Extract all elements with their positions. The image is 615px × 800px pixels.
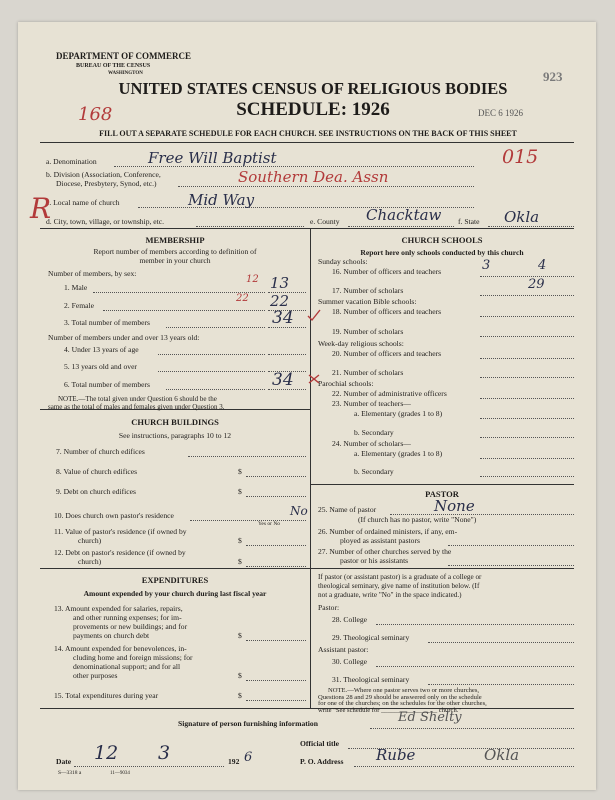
q12-answer-line[interactable]	[246, 566, 306, 567]
q30-label: 30. College	[332, 657, 368, 666]
official-title-label: Official title	[300, 739, 340, 748]
po-address-value[interactable]: Rube	[376, 746, 416, 764]
signature-line	[370, 728, 574, 729]
q24b-answer-line[interactable]	[480, 476, 574, 477]
q31-label: 31. Theological seminary	[332, 675, 410, 684]
q19-answer-line[interactable]	[480, 336, 574, 337]
q14-dollar: $	[238, 671, 242, 680]
grad-note-3: not a graduate, write "No" in the space indicated.)	[318, 591, 462, 599]
signature-label: Signature of person furnishing information	[178, 719, 318, 728]
q25-value[interactable]: None	[434, 497, 475, 515]
margin-mark: R	[30, 192, 52, 225]
q14-label-2: cluding home and foreign missions; for	[73, 653, 193, 662]
q22-label: 22. Number of administrative officers	[332, 389, 447, 398]
q14-label: 14. Amount expended for benevolences, in-	[54, 644, 187, 653]
division-label-2: Diocese, Presbytery, Synod, etc.)	[56, 179, 157, 188]
q11-answer-line[interactable]	[246, 545, 306, 546]
q17-value[interactable]: 29	[528, 277, 545, 292]
year-prefix: 192	[228, 757, 240, 766]
grid-bottom-rule	[40, 708, 574, 709]
q29-label: 29. Theological seminary	[332, 633, 410, 642]
membership-sub-1: Report number of members according to definition of	[93, 247, 257, 256]
parochial-label: Parochial schools:	[318, 379, 374, 388]
q24a-answer-line[interactable]	[480, 458, 574, 459]
q8-answer-line[interactable]	[246, 476, 306, 477]
q14-label-3: denominational support; and for all	[73, 662, 181, 671]
q16-value-2[interactable]: 4	[538, 258, 547, 273]
bureau-label: BUREAU OF THE CENSUS	[76, 63, 151, 69]
q23a-answer-line[interactable]	[480, 418, 574, 419]
date-label: Date	[56, 757, 72, 766]
q10-answer-line	[190, 520, 306, 521]
pastor-sub-label: Pastor:	[318, 603, 340, 612]
division-value[interactable]: Southern Dea. Assn	[238, 168, 389, 186]
census-form-page	[18, 22, 596, 790]
print-number: 11—9034	[110, 771, 130, 776]
grad-note-2: theological seminary, give name of institution below. (If	[318, 582, 480, 590]
q11-label-2: church)	[78, 536, 102, 545]
q27-label: 27. Number of other churches served by the	[318, 547, 452, 556]
q15-label: 15. Total expenditures during year	[54, 691, 159, 700]
q8-dollar: $	[238, 467, 242, 476]
denomination-label: a. Denomination	[46, 157, 97, 166]
q6-value[interactable]: 34	[272, 370, 294, 390]
membership-sub-2: member in your church	[139, 256, 211, 265]
q9-label: 9. Debt on church edifices	[56, 487, 136, 496]
schedule-title: SCHEDULE: 1926	[236, 99, 390, 120]
q28-label: 28. College	[332, 615, 368, 624]
q24-label: 24. Number of scholars—	[332, 439, 411, 448]
form-number: S—3318 a	[58, 770, 82, 776]
q23-label: 23. Number of teachers—	[332, 399, 411, 408]
q5-dots	[158, 371, 265, 372]
local-name-value[interactable]: Mid Way	[188, 191, 255, 209]
q2-red-value: 22	[236, 293, 249, 304]
q6-dots	[166, 389, 265, 390]
q31-answer-line[interactable]	[428, 684, 574, 685]
grid-top-rule	[40, 228, 574, 229]
q2-value[interactable]: 22	[270, 292, 290, 310]
q23b-label: b. Secondary	[354, 428, 394, 437]
members-by-sex-label: Number of members, by sex:	[48, 269, 137, 278]
q16-value[interactable]: 3	[482, 258, 491, 273]
q28-answer-line[interactable]	[376, 624, 574, 625]
po-state-value[interactable]: Okla	[484, 746, 520, 764]
q30-answer-line[interactable]	[376, 666, 574, 667]
local-name-label: c. Local name of church	[46, 198, 120, 207]
summer-label: Summer vacation Bible schools:	[318, 297, 417, 306]
q12-label-2: church)	[78, 557, 102, 566]
state-label: f. State	[458, 217, 480, 226]
q26-label-2: ployed as assistant pastors	[340, 536, 420, 545]
county-value[interactable]: Chacktaw	[366, 206, 442, 224]
q26-answer-line[interactable]	[448, 545, 574, 546]
q20-label: 20. Number of officers and teachers	[332, 349, 442, 358]
q6-label: 6. Total number of members	[64, 380, 151, 389]
state-line	[488, 226, 574, 227]
division-line	[178, 186, 474, 187]
q16-answer-line	[480, 276, 574, 277]
pastor-note-4: write "See schedule for _________________ church."	[318, 707, 462, 714]
date-line	[74, 766, 224, 767]
handwritten-number: 168	[78, 104, 113, 125]
date-month[interactable]: 12	[94, 742, 119, 764]
q27-label-2: pastor or his assistants	[340, 556, 409, 565]
q15-dollar: $	[238, 691, 242, 700]
q25-label: 25. Name of pastor	[318, 505, 377, 514]
sunday-label: Sunday schools:	[318, 257, 368, 266]
q9-answer-line[interactable]	[246, 496, 306, 497]
q12-label: 12. Debt on pastor's residence (if owned by	[54, 548, 186, 557]
q26-label: 26. Number of ordained ministers, if any, em-	[318, 527, 458, 536]
pastor-note-2: Questions 28 and 29 should be answered only on the schedule	[318, 694, 482, 701]
q4-answer-line[interactable]	[268, 354, 306, 355]
q11-dollar: $	[238, 536, 242, 545]
q4-label: 4. Under 13 years of age	[64, 345, 139, 354]
membership-heading: MEMBERSHIP	[145, 235, 205, 245]
q3-label: 3. Total number of members	[64, 318, 151, 327]
q14-answer-line[interactable]	[246, 680, 306, 681]
po-address-label: P. O. Address	[300, 757, 344, 766]
pastor-note-1: NOTE.—Where one pastor serves two or more churches,	[328, 687, 480, 694]
weekday-label: Week-day religious schools:	[318, 339, 404, 348]
q18-label: 18. Number of officers and teachers	[332, 307, 442, 316]
q21-label: 21. Number of scholars	[332, 368, 404, 377]
q23a-label: a. Elementary (grades 1 to 8)	[354, 409, 443, 418]
q27-answer-line[interactable]	[448, 565, 574, 566]
buildings-bottom-rule	[40, 568, 310, 569]
q2-dots	[103, 310, 265, 311]
q29-answer-line[interactable]	[428, 642, 574, 643]
handwritten-code: 015	[502, 146, 539, 168]
q4-dots	[158, 354, 265, 355]
year-suffix[interactable]: 6	[244, 750, 253, 765]
pastor-heading: PASTOR	[425, 489, 459, 499]
membership-note-1: NOTE.—The total given under Question 6 should be the	[58, 395, 217, 403]
q18-answer-line[interactable]	[480, 316, 574, 317]
pastor-mid-rule	[310, 568, 574, 569]
city-field-label: d. City, town, village, or township, etc.	[46, 217, 165, 226]
buildings-heading: CHURCH BUILDINGS	[131, 417, 219, 427]
q13-label-4: payments on church debt	[73, 631, 150, 640]
denomination-value[interactable]: Free Will Baptist	[148, 149, 277, 167]
q22-answer-line[interactable]	[480, 398, 574, 399]
city-field-line	[196, 226, 304, 227]
q13-label-3: provements or new buildings; and for	[73, 622, 188, 631]
schools-bottom-rule	[310, 484, 574, 485]
q17-label: 17. Number of scholars	[332, 286, 404, 295]
division-label: b. Division (Association, Conference,	[46, 170, 161, 179]
schools-sub: Report here only schools conducted by this church	[360, 248, 524, 257]
q21-answer-line[interactable]	[480, 377, 574, 378]
check-mark-icon	[306, 308, 322, 322]
po-address-line	[354, 766, 574, 767]
grad-note-1: If pastor (or assistant pastor) is a graduate of a college or	[318, 573, 482, 581]
expenditures-sub: Amount expended by your church during last fiscal year	[83, 589, 267, 598]
q5-label: 5. 13 years old and over	[64, 362, 137, 371]
q12-dollar: $	[238, 557, 242, 566]
q2-label: 2. Female	[64, 301, 94, 310]
signature-value[interactable]: Ed Shelty	[398, 710, 462, 725]
membership-note-2: same as the total of males and females given under Question 3.	[48, 403, 225, 411]
date-stamp: DEC 6 1926	[478, 108, 523, 118]
q10-label: 10. Does church own pastor's residence	[54, 511, 174, 520]
q11-label: 11. Value of pastor's residence (if owned by	[54, 527, 187, 536]
q16-label: 16. Number of officers and teachers	[332, 267, 442, 276]
city-label: WASHINGTON	[108, 71, 143, 76]
q24a-label: a. Elementary (grades 1 to 8)	[354, 449, 443, 458]
q25-sub: (If church has no pastor, write "None")	[358, 515, 477, 524]
q8-label: 8. Value of church edifices	[56, 467, 138, 476]
county-line	[348, 226, 454, 227]
header-rule	[40, 142, 574, 143]
q13-label-2: and other running expenses; for im-	[73, 613, 182, 622]
date-day[interactable]: 3	[158, 742, 171, 764]
q20-answer-line[interactable]	[480, 358, 574, 359]
q23b-answer-line[interactable]	[480, 437, 574, 438]
q14-label-4: other purposes	[73, 671, 118, 680]
expenditures-heading: EXPENDITURES	[141, 575, 209, 585]
department-label: DEPARTMENT OF COMMERCE	[56, 51, 192, 61]
q3-value[interactable]: 34	[272, 308, 294, 328]
center-divider	[310, 228, 311, 708]
x-mark-icon	[306, 372, 322, 386]
q3-dots	[166, 327, 265, 328]
instructions-line: FILL OUT A SEPARATE SCHEDULE FOR EACH CHURCH. SEE INSTRUCTIONS ON THE BACK OF THIS SHEET	[99, 129, 517, 138]
q10-value[interactable]: No	[290, 504, 308, 518]
corner-number: 923	[543, 69, 563, 84]
q1-red-value: 12	[246, 274, 259, 285]
yes-no-caption: Yes or No	[258, 521, 281, 527]
asst-pastor-label: Assistant pastor:	[318, 645, 369, 654]
q1-value[interactable]: 13	[270, 274, 290, 292]
q15-answer-line[interactable]	[246, 700, 306, 701]
q1-label: 1. Male	[64, 283, 88, 292]
q13-dollar: $	[238, 631, 242, 640]
q9-dollar: $	[238, 487, 242, 496]
county-label: e. County	[310, 217, 340, 226]
schools-heading: CHURCH SCHOOLS	[401, 235, 483, 245]
pastor-note-3: for one of the churches; on the schedules for the other churches,	[318, 700, 487, 707]
state-value[interactable]: Okla	[504, 208, 540, 226]
q7-label: 7. Number of church edifices	[56, 447, 145, 456]
q17-answer-line	[480, 295, 574, 296]
q19-label: 19. Number of scholars	[332, 327, 404, 336]
age-header: Number of members under and over 13 years old:	[48, 333, 200, 342]
q7-answer-line[interactable]	[188, 456, 306, 457]
q13-answer-line[interactable]	[246, 640, 306, 641]
q24b-label: b. Secondary	[354, 467, 394, 476]
q13-label: 13. Amount expended for salaries, repairs,	[54, 604, 183, 613]
buildings-sub: See instructions, paragraphs 10 to 12	[118, 431, 232, 440]
form-title: UNITED STATES CENSUS OF RELIGIOUS BODIES	[118, 79, 508, 98]
